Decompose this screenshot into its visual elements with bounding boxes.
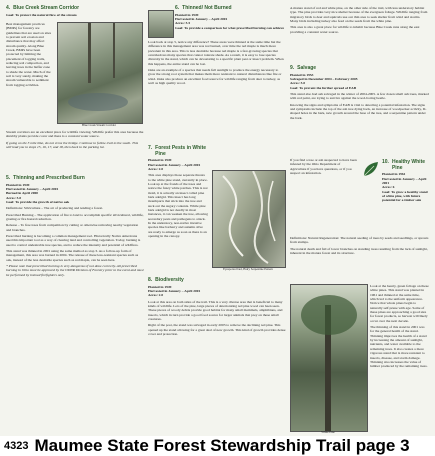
burned-date: Burned in April 2000 [6,191,39,196]
bark-pattern-icon [213,171,285,267]
section-8 [148,278,286,338]
section-4 [6,6,144,19]
planted-date: Planted in 1949 [6,182,30,187]
section-6 [175,6,286,32]
section-title: Biodiversity [155,277,184,283]
section-7 [148,146,208,240]
section-number: 7. [148,145,153,151]
photo-caption: Blue Creek Stream Corridor [82,123,116,127]
section-number: 9. [290,65,295,71]
section-7-heading [148,146,208,157]
acres: Acres: 6 [382,185,395,190]
photo-caption: White Pine [321,430,335,434]
section-4-extra [6,130,144,151]
section-title: Blue Creek Stream Corridor [13,5,80,11]
section-goal: Goal: To provide a comparison for what prescribed burning can achieve [175,25,284,30]
section-10-body [370,284,429,371]
page-id: 4323 [4,440,29,452]
paragraph: The thinning of this stand in 2001 was for the general health of the stand. Thinning improves the health of a stand by increasing the amount of sunlight, nutrients, and water available to the remaining trees. It also creates a more vigorous stand that is more resistant to insects, disease, and storm damage. Thinning also increases the value of lumber produced by the remaining trees. [370,325,428,369]
definition: Definitions: Silviculture – The art of producing and tending a forest. [6,206,103,211]
section-4-heading [6,6,144,12]
section-number: 8. [148,277,153,283]
planted-date: Planted in 1949 [175,12,199,17]
acres: Acres: 2.0 [148,293,164,298]
harvested-date: Harvested in January – April 2001 [6,186,59,191]
paragraph: Stream corridors are an excellent place for wildlife viewing. Wildlife prefer this area because the shrubby plants provide cover and there is a constant water source. [6,130,144,139]
section-goal: Goal: To protect the natural flow of the stream [6,12,77,17]
section-title: Salvage [297,65,317,71]
tree-crown [301,295,357,335]
section-5-heading [6,176,144,182]
section-number: 10. [382,159,389,165]
planted-date: Planted in 1953 [290,72,314,77]
section-9-note [290,158,357,177]
section-6-body [148,40,286,87]
acres: Acres: 5.5 [175,21,191,26]
tree-trunk [88,23,91,83]
paragraph: Best management practices (BMPs) for forestry are guidelines that are used on sites to prevent soil erosion and disturbance that may affect stream quality. Along Blue Creek, BMPs have been protected by limiting the placement of logging trails, reducing soil compaction, and leaving trees in the buffer zone to shade the water. Much of the soil is very sandy, making the stream vulnerable to sediment from logging activities. [6,22,52,87]
paragraph: This area displays those separate threats to the white pine stand, currently in place. Look up at the fronds of the trees and notice the fuzzy white patches. This is not mold, it is actually an insect called pine bark adelgid. This insect has long mouthparts that stick into the tree and suck out the sugary contents. While pine bark adelgid is not deadly in most instances, it can weaken the tree, allowing secondary pests and pathogens to attack. In the understory, non-native invasive species like barberry and autumn olive are ready to emerge as soon as there is an opening in the canopy. [148,173,208,239]
harvested-date: Harvested in January – April 2001 [148,288,201,293]
section-9 [290,66,429,122]
paragraph-italic: * Please note that prescribed burning is very dangerous if not done correctly. All prescribed burning in Ohio must be approved by the ODNR Division of Forestry prior to the event and must be performed by trained firefighters only. [6,264,144,277]
paragraph: This stand also had ash salvaged in the winter of 2004-2005. A few dozen small ash trees, marked with red paint, are trying to survive against the wood-boring beetle. [290,91,429,101]
paragraph: The natural death and fall of lower branches on standing trees resulting from the lack of sunlight, inherent in the mature forest and its structure. [290,246,428,256]
paragraph: This area is also a great place for wildlife to inhabit because Blue Creek runs along the east providing a constant water source. [290,25,420,34]
section-goal: Goal: To grow a healthy stand of white pine, with future potential for a timber sale [382,189,428,203]
section-goal: Goal: To provide the growth of native oak [6,199,70,204]
paragraph: A mature stand of red and white pine, on the other side of the trail, with less understory habitat type. The pine provides very nice shelter because of the evergreen foliage. Wildlife ranging from migratory birds to deer and squirrels use our thin area to seek shelter from wind and storms. Many birds including turkey also feed on the seeds from the white pine. [290,6,428,24]
section-4-body [6,22,53,89]
paragraph: If you find a tree or ash suspected to have been infested by the Ohio Department of Agriculture if you have questions, or if you suspect an infestation. [290,158,357,176]
harvested-date: Harvested in January – April 2001 [175,16,228,21]
harvested-date: Harvested in January – April 2001 [382,176,427,185]
planted-date: Planted in 1949 [148,158,172,163]
section-6-heading [175,6,286,12]
paragraph: Prescribed burning is becoming a common management tool. Historically Native Americans used this important tool as a way of clearing land and controlling vegetation. Today, burning is used to control undesirable tree species, and to reduce the intensity and potential of wildfires. [6,234,141,247]
photo-thinned-thumb [148,10,174,38]
salvaged-date: Salvaged in December 2004 – February 2005 [290,76,358,81]
section-8-heading [148,278,286,284]
section-number: 6. [175,5,180,11]
section-5 [6,176,144,279]
section-10 [382,160,429,205]
section-title: Forest Pests in White Pine [155,145,207,157]
planted-date: Planted in 1961 [382,172,406,177]
water-shape [68,93,128,111]
paragraph: Look back at stop 5, notice any difference? These areas were thinned at the same time but the difference in this management area was not burned, over time the red maple is much more prevalent in this area. This is less desirable because red maple is a fast-growing species that overshadows many species that cannot tolerate shade. As a result, it is easy to lose species diversity in the stand, which can be devastating to a specific plant pest or insect problem. When this happens, the entire stand can be lost. [148,40,284,66]
definition: Definitions: Natural Regeneration: The natural seeding of trees by seeds and seedlings, or sprouts from stumps. [290,236,429,245]
paragraph: Oaks are an example of a species that needs full sunlight to produce the energy necessary to grow the strong root system that makes them more resistant to natural disturbances like fire or wind. Oaks also produce an excellent food source for wildlife ranging from deer to turkey, as well as high quality wood. [148,68,282,86]
planted-date: Planted in 1949 [148,284,172,289]
paragraph: Knowing the signs and symptoms of EAB is vital to detecting a potential infestation. The signs and symptoms include the top of the ash tree dying back, an increase of woodpecker activity, D-shaped holes in the bark, new growth around the base of the tree, and a serpentine pattern under the bark. [290,102,427,120]
paragraph: This stand was thinned in 2001 using the same method as stop 3. As a follow-up form of management, this area was burned in 2004. The release of these less-resistant species such as oak, instead of the less desirable species such as red maple, can be seen here. [6,249,139,262]
page-footer [0,436,435,456]
section-8-continued [290,6,429,36]
paragraph-italic: If going on the 3 mile hike, do not cross the bridge. Continue to follow trail to the south. This will lead you to stops 15, 16, 17, and 18, then back to the parking lot. [6,140,139,150]
footer-title: Maumee State Forest Stewardship Trail page 3 [34,436,410,455]
section-title: Thinned/ Not Burned [182,5,232,11]
paragraph: Right of the post, the stand was salvaged in early 2003 to remove the declining red pine. This opened up the stand allowing for a great deal of new growth. This kind of growth provides dense cover and protection. [148,323,286,337]
section-9-heading [290,66,429,72]
photo-blue-creek [57,22,143,124]
acres: Acres: 2.0 [148,166,164,171]
section-title: Thinning and Prescribed Burn [13,175,85,181]
leaf-icon [362,160,380,178]
acres: Acres: 5.0 [290,81,306,86]
paragraph: Look at this area on both sides of the trail. This is a very diverse area that is beneficial to many kinds of wildlife. Lots of the pine, large pieces of deteriorating red pine wood can been seen. These pieces of woody debris provide good habitat for many small mammals, amphibians, and insects, which in turn provide a good food source for larger animals that prey on these small creatures. [148,299,283,321]
photo-pine-bark [212,170,286,268]
paragraph: Look at the hearty, green foliage on these white pines. This stand was planted in 1961 and thinned at the same time, which led to the uniform appearance. Notice that whole pines begin to naturally self prune with age. Some of these pines are approaching a good size for forest products, so harvest will likely occur over the next decade. [370,284,429,323]
definition: Release – To free trees from competition by cutting or otherwise removing nearby vegetation and branches. [6,223,139,232]
definition: Prescribed Burning – The application of fire to land to accomplish specific silvicultural, wildlife, grazing or fire hazard reduction. [6,212,144,221]
section-title: Healthy White Pine [391,159,426,171]
tree-trunk [113,23,115,78]
harvested-date: Harvested in January – April 2001 [148,162,201,167]
acres: Acres: 5.0 [6,195,22,200]
section-goal: Goal: To prevent the further spread of EAB [290,85,357,90]
photo-caption: Eyespotted bud, Hairy Serpentine Pattern [223,267,273,271]
section-10-heading [382,160,429,171]
section-number: 5. [6,175,11,181]
section-number: 4. [6,5,11,11]
photo-white-pine [290,284,368,432]
section-10-defs [290,236,429,257]
